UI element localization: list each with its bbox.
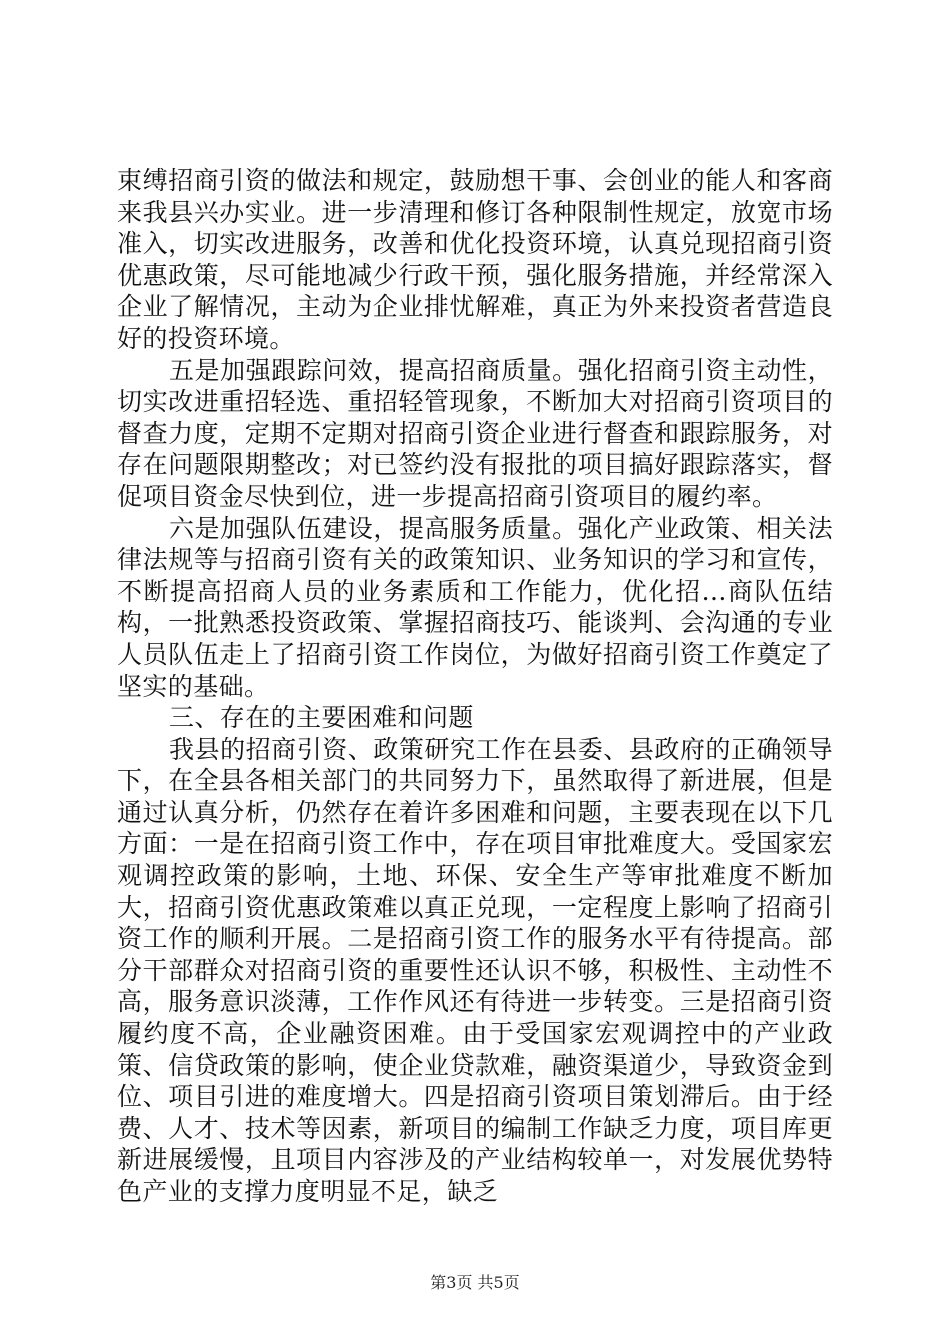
paragraph-continued: 束缚招商引资的做法和规定，鼓励想干事、会创业的能人和客商来我县兴办实业。进一步清理和修订各种限制性规定，放宽市场准入，切实改进服务，改善和优化投资环境，认真兑现招商引资优惠政策，尽可能地减少行政干预，强化服务措施，并经常深入企业了解情况，主动为企业排忧解难，真正为外来投资者营造良好的投资环境。 bbox=[117, 166, 833, 353]
paragraph-problems: 我县的招商引资、政策研究工作在县委、县政府的正确领导下，在全县各相关部门的共同努力下，虽然取得了新进展，但是通过认真分析，仍然存在着许多困难和问题，主要表现在以下几方面：一是在招商引资工作中，存在项目审批难度大。受国家宏观调控政策的影响，土地、环保、安全生产等审批难度不断加大，招商引资优惠政策难以真正兑现，一定程度上影响了招商引资工作的顺利开展。二是招商引资工作的服务水平有待提高。部分干部群众对招商引资的重要性还认识不够，积极性、主动性不高，服务意识淡薄，工作作风还有待进一步转变。三是招商引资履约度不高，企业融资困难。由于受国家宏观调控中的产业政策、信贷政策的影响，使企业贷款难，融资渠道少，导致资金到位、项目引进的难度增大。四是招商引资项目策划滞后。由于经费、人才、技术等因素，新项目的编制工作缺乏力度，项目库更新进展缓慢，且项目内容涉及的产业结构较单一，对发展优势特色产业的支撑力度明显不足，缺乏 bbox=[117, 734, 833, 1206]
paragraph-point-five: 五是加强跟踪问效，提高招商质量。强化招商引资主动性，切实改进重招轻选、重招轻管现象，不断加大对招商引资项目的督查力度，定期不定期对招商引资企业进行督查和跟踪服务，对存在问题限期整改；对已签约没有报批的项目搞好跟踪落实，督促项目资金尽快到位，进一步提高招商引资项目的履约率。 bbox=[117, 355, 833, 511]
page-number-footer: 第3页 共5页 bbox=[430, 1273, 520, 1292]
paragraph-point-six: 六是加强队伍建设，提高服务质量。强化产业政策、相关法律法规等与招商引资有关的政策知识、业务知识的学习和宣传，不断提高招商人员的业务素质和工作能力，优化招...商队伍结构，一批熟悉投资政策、掌握招商技巧、能谈判、会沟通的专业人员队伍走上了招商引资工作岗位，为做好招商引资工作奠定了坚实的基础。 bbox=[117, 513, 833, 701]
document-body bbox=[117, 165, 833, 1208]
section-heading-problems: 三、存在的主要困难和问题 bbox=[169, 703, 474, 733]
